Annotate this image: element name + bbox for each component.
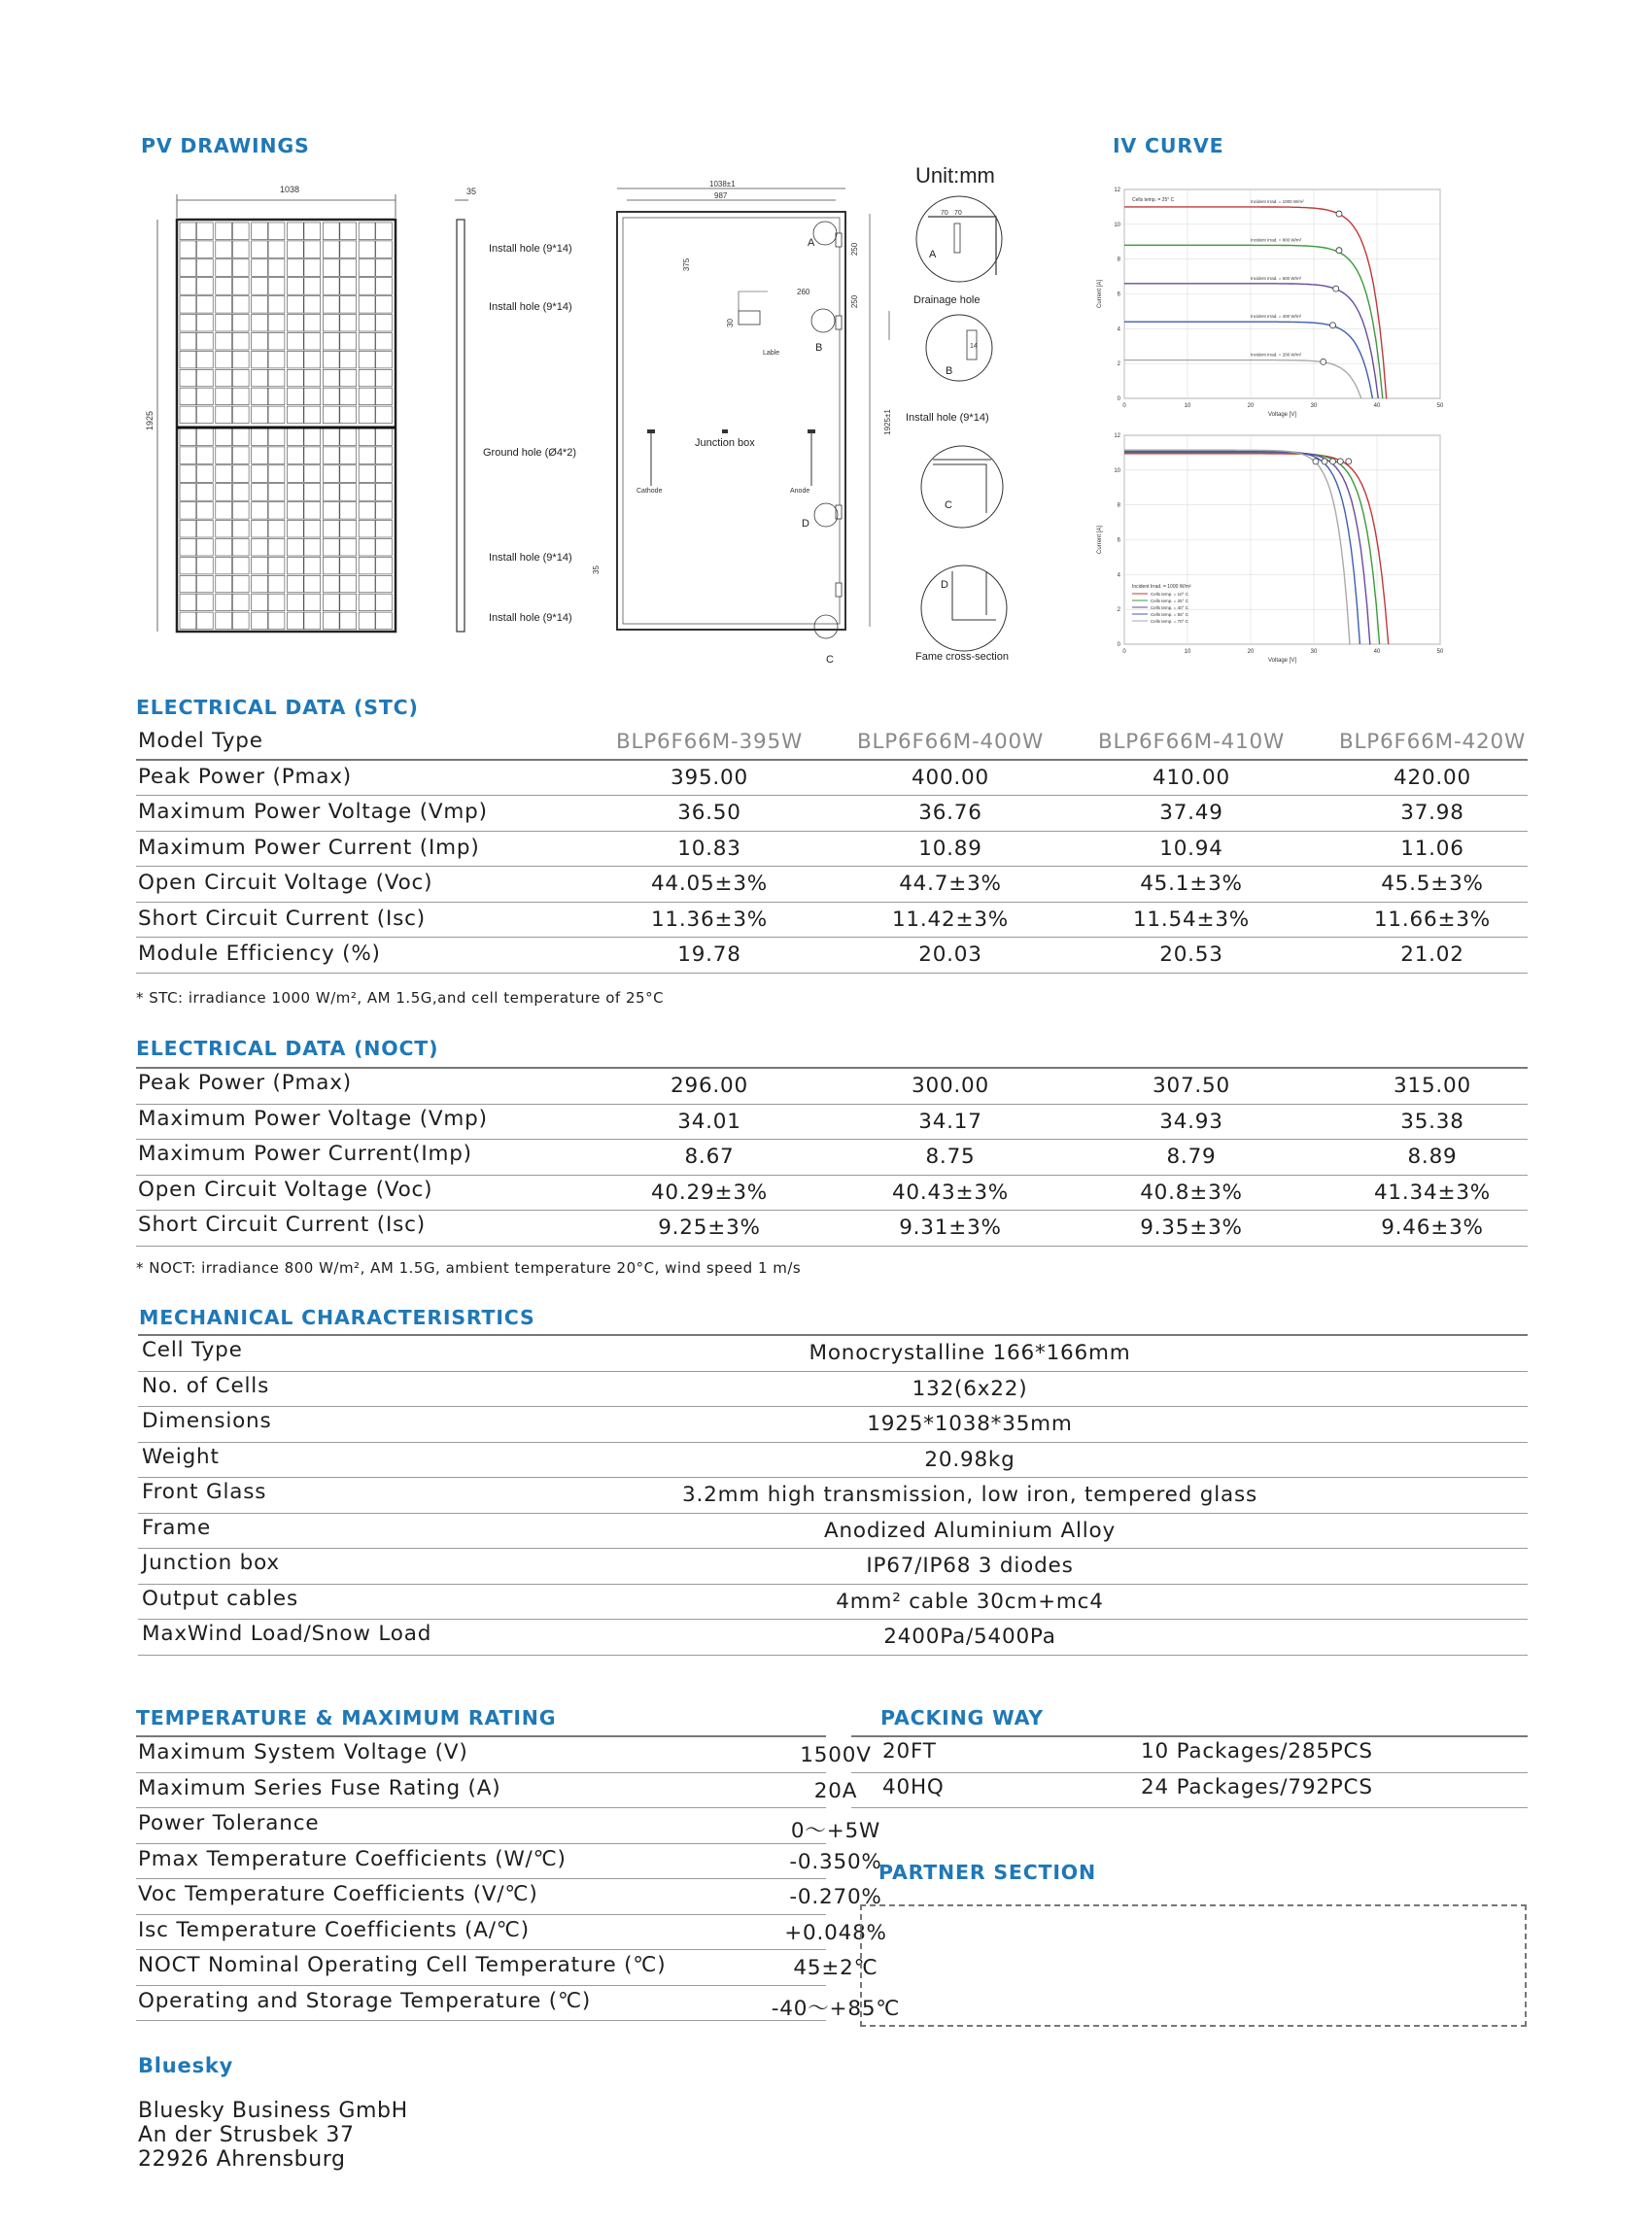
mpp-point: [1313, 459, 1319, 464]
row-label: Front Glass: [142, 1480, 267, 1504]
marker-a: A: [808, 237, 815, 249]
row-value: +0.048%: [784, 1920, 887, 1945]
table-row: [138, 1372, 1528, 1408]
table-row: [136, 1986, 901, 2022]
row-label: Output cables: [142, 1586, 298, 1611]
row-label: Open Circuit Voltage (Voc): [138, 871, 433, 895]
table-row: [136, 1069, 1528, 1105]
row-value: -0.270%: [789, 1885, 882, 1909]
row-value: -40～+85℃: [771, 1996, 901, 2021]
cell: 11.06: [1400, 836, 1464, 861]
cell: 395.00: [670, 765, 749, 790]
cell: 11.54±3%: [1132, 907, 1251, 932]
table-row: [136, 903, 1528, 939]
dim-70a: 70: [941, 210, 948, 217]
iv-chart-irradiance-svg: [1093, 180, 1453, 423]
x-axis-label: Voltage [V]: [1267, 658, 1297, 664]
stc-model-1: BLP6F66M-395W: [615, 730, 804, 754]
dim-260: 260: [797, 288, 810, 296]
table-row: [138, 1549, 1528, 1585]
cell: 44.7±3%: [899, 872, 1002, 896]
iv-chart-temperature-svg: [1093, 426, 1453, 668]
y-tick-label: 12: [1114, 433, 1120, 439]
cell: 9.25±3%: [658, 1216, 761, 1240]
cell: 8.89: [1407, 1145, 1458, 1169]
y-tick-label: 0: [1117, 642, 1120, 648]
table-row: [136, 1140, 1528, 1176]
cell: 40.29±3%: [650, 1180, 769, 1205]
table-row: [851, 1737, 1528, 1773]
x-axis-label: Voltage [V]: [1267, 412, 1297, 418]
row-label: Frame: [142, 1515, 211, 1540]
table-row: [136, 867, 1528, 903]
y-tick-label: 8: [1117, 502, 1120, 509]
table-row: [136, 1879, 882, 1915]
table-row: [136, 1915, 887, 1951]
cell: 10.89: [918, 836, 982, 861]
stc-model-3: BLP6F66M-410W: [1097, 730, 1286, 754]
dim-70b: 70: [954, 210, 962, 217]
row-label: Isc Temperature Coefficients (A/℃): [138, 1917, 530, 1942]
marker-a-detail: A: [929, 249, 937, 260]
cell: 8.75: [925, 1145, 976, 1169]
iv-chart-irradiance: [1093, 180, 1453, 423]
back-width-dim: 1038±1: [709, 180, 736, 188]
stc-model-2: BLP6F66M-400W: [856, 730, 1045, 754]
dim-35: 35: [591, 565, 601, 574]
x-tick-label: 10: [1184, 649, 1191, 655]
dim-30: 30: [725, 319, 735, 327]
table-row: [138, 1336, 1528, 1372]
x-tick-label: 40: [1373, 403, 1381, 409]
cell: 37.49: [1159, 801, 1223, 825]
cell: 410.00: [1152, 765, 1231, 790]
detail-views: [904, 163, 1050, 668]
row-label: Maximum Power Current(Imp): [138, 1142, 472, 1166]
marker-d-detail: D: [941, 579, 948, 591]
stc-header-row: [136, 725, 1528, 761]
table-row: [138, 1620, 1528, 1656]
y-tick-label: 4: [1117, 326, 1120, 333]
table-row: [136, 1176, 1528, 1212]
cell: 296.00: [670, 1074, 749, 1098]
cell: 40.8±3%: [1140, 1180, 1243, 1205]
row-label: Peak Power (Pmax): [138, 1071, 352, 1095]
iv-chart-temperature: [1093, 426, 1453, 668]
y-tick-label: 0: [1117, 396, 1120, 402]
series-label: Incident Irrad. = 1000 W/m²: [1251, 198, 1304, 204]
table-row: [136, 1844, 882, 1880]
drainage-hole-label: Drainage hole: [913, 294, 981, 306]
panel-back-view: [481, 175, 909, 670]
cathode-label: Cathode: [637, 488, 663, 495]
x-tick-label: 30: [1310, 403, 1318, 409]
row-label: Voc Temperature Coefficients (V/℃): [138, 1882, 538, 1906]
dim-375: 375: [682, 257, 692, 272]
y-tick-label: 12: [1114, 188, 1120, 193]
dim-14: 14: [970, 343, 978, 350]
row-value: 132(6x22): [912, 1376, 1028, 1401]
cell: 9.46±3%: [1381, 1216, 1484, 1240]
table-row: [136, 832, 1528, 868]
cell: 40.43±3%: [891, 1180, 1010, 1205]
row-value: 10 Packages/285PCS: [1141, 1739, 1373, 1764]
table-row: [136, 1737, 872, 1773]
marker-c: C: [826, 654, 834, 666]
row-label: Maximum Series Fuse Rating (A): [138, 1775, 501, 1800]
partner-heading: PARTNER SECTION: [878, 1861, 1096, 1884]
lable-label: Lable: [763, 350, 780, 357]
cell: 34.93: [1159, 1109, 1223, 1134]
company-heading: Bluesky: [138, 2054, 234, 2077]
series-label: Incident Irrad. = 200 W/m²: [1251, 352, 1302, 358]
row-value: 45±2℃: [793, 1956, 878, 1980]
x-tick-label: 40: [1373, 649, 1381, 655]
table-row: [136, 1211, 1528, 1247]
series-label: Incident Irrad. = 400 W/m²: [1251, 314, 1302, 320]
stc-heading: ELECTRICAL DATA (STC): [136, 696, 419, 719]
legend-label: Cells temp. = 70° C: [1151, 619, 1188, 624]
cell: 300.00: [911, 1074, 990, 1098]
cell: 19.78: [677, 942, 741, 967]
temp-heading: TEMPERATURE & MAXIMUM RATING: [136, 1706, 557, 1729]
row-label: Short Circuit Current (Isc): [138, 906, 426, 931]
legend-label: Cells temp. = 55° C: [1151, 612, 1188, 617]
table-row: [138, 1478, 1528, 1514]
mpp-point: [1336, 248, 1342, 254]
y-tick-label: 10: [1114, 222, 1120, 228]
marker-d: D: [802, 518, 809, 530]
x-tick-label: 0: [1122, 403, 1126, 409]
company-city: 22926 Ahrensburg: [138, 2147, 346, 2172]
panel-side-profile: [449, 183, 478, 649]
cell: 45.5±3%: [1381, 872, 1484, 896]
row-value: Monocrystalline 166*166mm: [809, 1341, 1131, 1365]
y-axis-label: Current [A]: [1097, 279, 1103, 309]
row-label: 20FT: [882, 1739, 937, 1764]
packing-heading: PACKING WAY: [880, 1706, 1044, 1729]
row-label: Maximum Power Voltage (Vmp): [138, 800, 488, 824]
y-axis-label: Current [A]: [1097, 525, 1103, 555]
row-label: Operating and Storage Temperature (℃): [138, 1988, 592, 2013]
table-row: [136, 1105, 1528, 1141]
row-label: Open Circuit Voltage (Voc): [138, 1177, 433, 1202]
pv-drawings-heading: PV DRAWINGS: [141, 134, 310, 157]
legend-label: Cells temp. = 10° C: [1151, 592, 1188, 597]
row-label: MaxWind Load/Snow Load: [142, 1622, 432, 1646]
row-label: Maximum Power Voltage (Vmp): [138, 1106, 488, 1131]
cell: 36.76: [918, 801, 982, 825]
series-label: Incident Irrad. = 600 W/m²: [1251, 275, 1302, 281]
cell: 9.35±3%: [1140, 1216, 1243, 1240]
row-label: Maximum System Voltage (V): [138, 1740, 468, 1764]
table-row: [136, 1950, 878, 1986]
y-tick-label: 6: [1117, 291, 1120, 298]
marker-b: B: [815, 342, 823, 354]
y-tick-label: 2: [1117, 361, 1120, 368]
y-tick-label: 2: [1117, 607, 1120, 614]
row-value: 4mm² cable 30cm+mc4: [836, 1589, 1104, 1614]
install-hole-label-2: Install hole (9*14): [489, 301, 572, 313]
mpp-point: [1330, 323, 1336, 328]
cell: 400.00: [911, 765, 990, 790]
cell: 20.53: [1159, 942, 1223, 967]
row-value: -0.350%: [789, 1849, 882, 1874]
panel-front-view: [136, 183, 418, 647]
frame-cross-label: Fame cross-section: [915, 651, 1009, 663]
unit-label: Unit:mm: [915, 163, 995, 188]
cell: 9.31±3%: [899, 1216, 1002, 1240]
cell: 34.01: [677, 1109, 741, 1134]
table-row: [136, 761, 1528, 797]
cell: 315.00: [1393, 1074, 1472, 1098]
row-value: 20A: [813, 1778, 858, 1803]
install-hole-label-1: Install hole (9*14): [489, 243, 572, 255]
row-label: Power Tolerance: [138, 1811, 320, 1835]
stc-model-4: BLP6F66M-420W: [1338, 730, 1527, 754]
y-tick-label: 8: [1117, 257, 1120, 263]
row-label: Pmax Temperature Coefficients (W/℃): [138, 1846, 567, 1871]
noct-heading: ELECTRICAL DATA (NOCT): [136, 1037, 439, 1060]
row-value: 20.98kg: [924, 1447, 1015, 1472]
table-row: [138, 1407, 1528, 1443]
junction-box-label: Junction box: [695, 437, 755, 449]
thickness-dim-label: 35: [466, 187, 477, 196]
y-tick-label: 10: [1114, 467, 1120, 474]
cell: 45.1±3%: [1140, 872, 1243, 896]
row-label: Cell Type: [142, 1338, 243, 1362]
x-tick-label: 20: [1247, 649, 1255, 655]
legend-label: Cells temp. = 25° C: [1151, 599, 1188, 603]
mech-table: [138, 1334, 1528, 1656]
back-height-dim: 1925±1: [882, 409, 892, 435]
cell: 8.79: [1166, 1145, 1217, 1169]
cell: 20.03: [918, 942, 982, 967]
install-hole-label-3: Install hole (9*14): [489, 552, 572, 564]
cell: 10.94: [1159, 836, 1223, 861]
panel-grid-svg: [136, 183, 418, 647]
table-row: [851, 1773, 1528, 1809]
cell: 307.50: [1152, 1074, 1231, 1098]
mpp-point: [1330, 459, 1336, 464]
table-row: [136, 1808, 881, 1844]
height-dim-label: 1925: [145, 410, 155, 431]
temp-table: [136, 1735, 901, 2021]
marker-c-detail: C: [945, 499, 952, 511]
cell: 21.02: [1400, 942, 1464, 967]
partner-box: [860, 1904, 1527, 2027]
noct-footnote: * NOCT: irradiance 800 W/m², AM 1.5G, ambient temperature 20°C, wind speed 1 m/s: [136, 1259, 802, 1277]
row-value: 1500V: [800, 1743, 872, 1767]
mpp-point: [1322, 459, 1327, 464]
table-row: [138, 1514, 1528, 1550]
cell: 37.98: [1400, 801, 1464, 825]
x-tick-label: 30: [1310, 649, 1318, 655]
iv-curve-heading: IV CURVE: [1113, 134, 1224, 157]
cell: 10.83: [677, 836, 741, 861]
install-hole-b-label: Install hole (9*14): [906, 412, 989, 424]
row-value: 24 Packages/792PCS: [1141, 1774, 1373, 1799]
row-label: No. of Cells: [142, 1373, 270, 1398]
chart-note: Cells temp. = 25° C: [1132, 197, 1175, 203]
row-value: Anodized Aluminium Alloy: [823, 1518, 1117, 1543]
company-name: Bluesky Business GmbH: [138, 2099, 408, 2123]
back-inner-width-dim: 987: [714, 191, 728, 200]
row-label: Junction box: [142, 1551, 280, 1575]
cell: 41.34±3%: [1373, 1180, 1492, 1205]
row-value: 0～+5W: [790, 1819, 881, 1843]
dim-250a: 250: [850, 242, 860, 257]
cell: 420.00: [1393, 765, 1472, 790]
cell: 44.05±3%: [650, 872, 769, 896]
table-row: [136, 1773, 858, 1809]
row-label: NOCT Nominal Operating Cell Temperature (℃): [138, 1953, 667, 1977]
stc-footnote: * STC: irradiance 1000 W/m², AM 1.5G,and cell temperature of 25°C: [136, 989, 665, 1007]
install-hole-label-4: Install hole (9*14): [489, 612, 572, 624]
table-row: [138, 1443, 1528, 1479]
x-tick-label: 50: [1436, 403, 1444, 409]
x-tick-label: 0: [1122, 649, 1126, 655]
cell: 11.66±3%: [1373, 907, 1492, 932]
row-value: IP67/IP68 3 diodes: [866, 1554, 1074, 1578]
table-row: [138, 1585, 1528, 1621]
cell: 36.50: [677, 801, 741, 825]
marker-b-detail: B: [946, 365, 953, 377]
table-row: [136, 938, 1528, 974]
row-label: 40HQ: [882, 1774, 945, 1799]
row-label: Dimensions: [142, 1409, 272, 1433]
dim-250b: 250: [850, 294, 860, 309]
row-value: 2400Pa/5400Pa: [883, 1625, 1056, 1649]
mech-heading: MECHANICAL CHARACTERISRTICS: [139, 1306, 535, 1329]
width-dim-label: 1038: [280, 185, 300, 194]
noct-table: [136, 1067, 1528, 1247]
anode-label: Anode: [790, 488, 810, 495]
mpp-point: [1346, 459, 1352, 464]
mpp-point: [1336, 211, 1342, 217]
cell: 34.17: [918, 1109, 982, 1134]
x-tick-label: 20: [1247, 403, 1255, 409]
cell: 35.38: [1400, 1109, 1464, 1134]
row-label: Weight: [142, 1444, 220, 1469]
cell: 11.36±3%: [650, 907, 769, 932]
x-tick-label: 50: [1436, 649, 1444, 655]
y-tick-label: 4: [1117, 572, 1120, 579]
series-label: Incident Irrad. = 800 W/m²: [1251, 237, 1302, 243]
mpp-point: [1321, 359, 1326, 364]
mpp-point: [1333, 286, 1339, 291]
row-label: Maximum Power Current (Imp): [138, 835, 480, 860]
cell: 11.42±3%: [891, 907, 1010, 932]
y-tick-label: 6: [1117, 537, 1120, 544]
legend-label: Cells temp. = 40° C: [1151, 605, 1188, 610]
packing-table: [851, 1735, 1528, 1808]
chart-title: Incident Irrad. = 1000 W/m²: [1132, 584, 1191, 590]
cell: 8.67: [684, 1145, 735, 1169]
row-value: 1925*1038*35mm: [867, 1412, 1073, 1436]
row-label: Short Circuit Current (Isc): [138, 1213, 426, 1237]
table-row: [136, 796, 1528, 832]
stc-header-label: Model Type: [138, 729, 263, 753]
company-street: An der Strusbek 37: [138, 2123, 355, 2147]
row-label: Module Efficiency (%): [138, 942, 381, 966]
stc-table: [136, 725, 1528, 974]
mpp-point: [1337, 459, 1343, 464]
ground-hole-label: Ground hole (Ø4*2): [483, 447, 576, 459]
row-label: Peak Power (Pmax): [138, 764, 352, 789]
row-value: 3.2mm high transmission, low iron, tempered glass: [682, 1483, 1257, 1507]
x-tick-label: 10: [1184, 403, 1191, 409]
